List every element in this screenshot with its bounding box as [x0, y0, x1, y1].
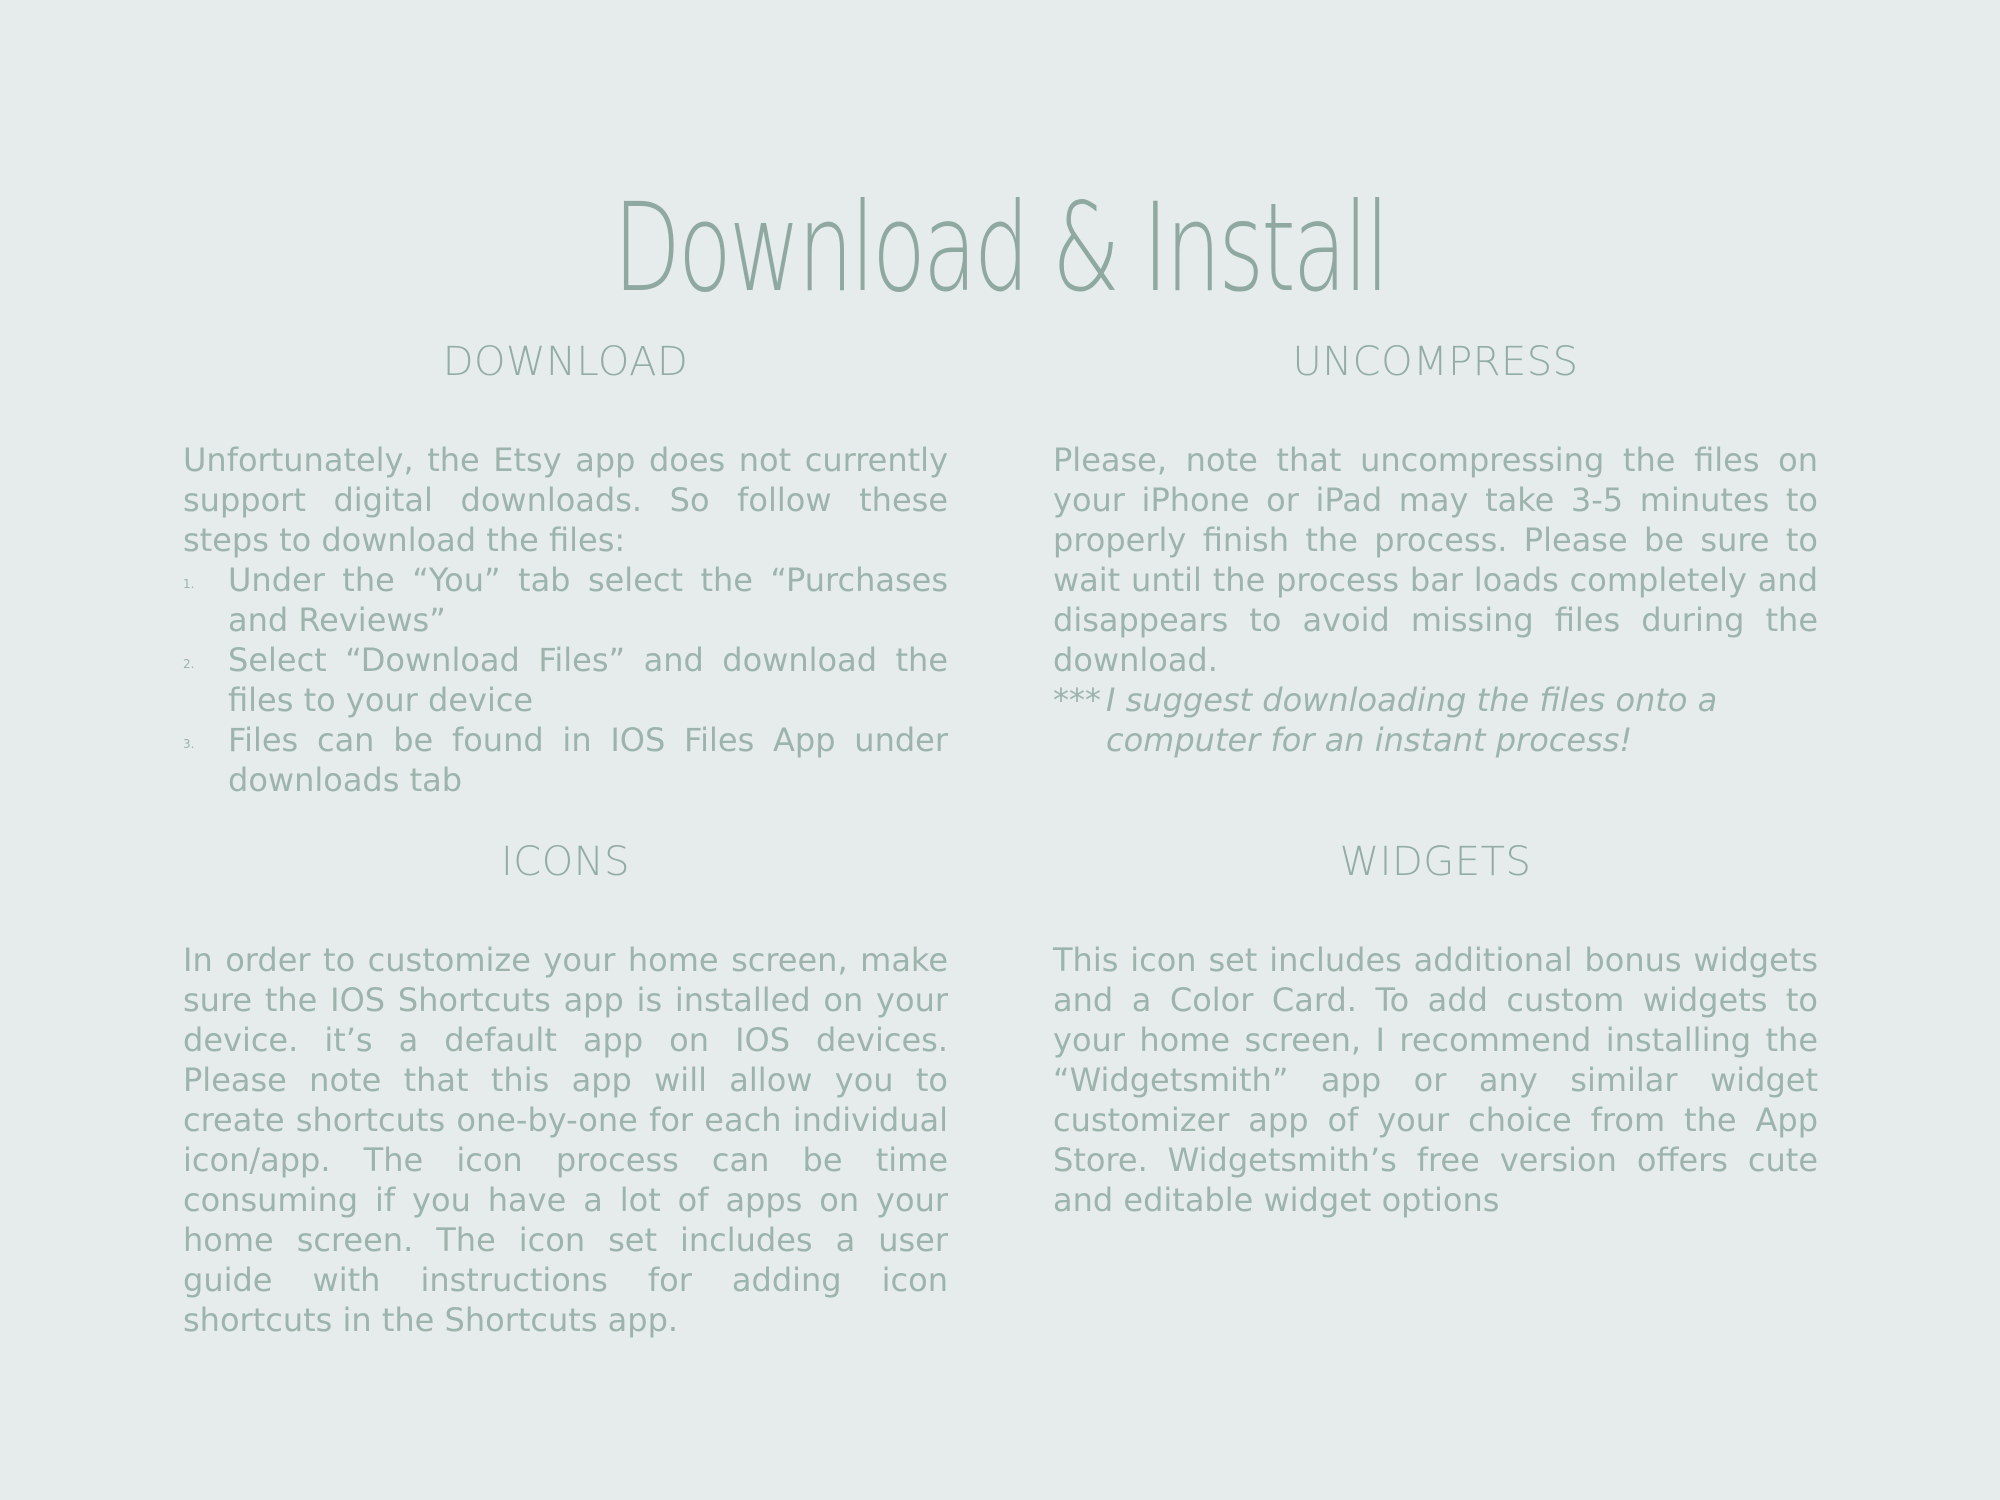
icons-section — [183, 839, 948, 1339]
widgets-section — [1053, 839, 1818, 1219]
uncompress-heading: UNCOMPRESS — [1292, 339, 1579, 385]
note-marker: *** — [1053, 681, 1101, 719]
uncompress-section — [1053, 339, 1818, 759]
download-body — [183, 440, 948, 800]
uncompress-note — [1053, 680, 1818, 760]
icons-body: In order to customize your home screen, make sure the IOS Shortcuts app is installed on your device. it’s a default app on IOS devices. Please note that this app will allow you to create shortcuts one-by-one for each individual icon/app. The icon process can be time consuming if you have a lot of apps on your home screen. The icon set includes a user guide with instructions for adding icon shortcuts in the Shortcuts app. — [183, 941, 948, 1339]
step-text: Select “Download Files” and download the files to your device — [228, 641, 948, 719]
widgets-body: This icon set includes additional bonus widgets and a Color Card. To add custom widgets to your home screen, I recommend installing the “Widgetsmith” app or any similar widget customizer app of your choice from the App Store. Widgetsmith’s free version offers cute and editable widget options — [1053, 941, 1818, 1219]
uncompress-body-block — [1053, 440, 1818, 760]
download-step — [183, 640, 948, 720]
step-number: 2. — [183, 657, 195, 671]
download-section — [183, 339, 948, 799]
note-text: I suggest downloading the files onto a computer for an instant process! — [1106, 681, 1718, 759]
icons-heading: ICONS — [500, 839, 631, 885]
step-number: 1. — [183, 577, 195, 591]
download-step — [183, 720, 948, 800]
download-steps-list — [183, 560, 948, 800]
step-text: Files can be found in IOS Files App under downloads tab — [228, 721, 948, 799]
download-heading: DOWNLOAD — [442, 339, 689, 385]
page-title: Download & Install — [613, 177, 1387, 319]
download-step — [183, 560, 948, 640]
widgets-heading: WIDGETS — [1339, 839, 1532, 885]
step-text: Under the “You” tab select the “Purchases and Reviews” — [228, 561, 948, 639]
step-number: 3. — [183, 737, 195, 751]
uncompress-body: Please, note that uncompressing the files on your iPhone or iPad may take 3-5 minutes to properly finish the process. Please be sure to wait until the process bar loads completely and disappears to avoid missing files during the download. — [1053, 441, 1818, 679]
download-intro: Unfortunately, the Etsy app does not currently support digital downloads. So follow these steps to download the files: — [183, 441, 948, 559]
